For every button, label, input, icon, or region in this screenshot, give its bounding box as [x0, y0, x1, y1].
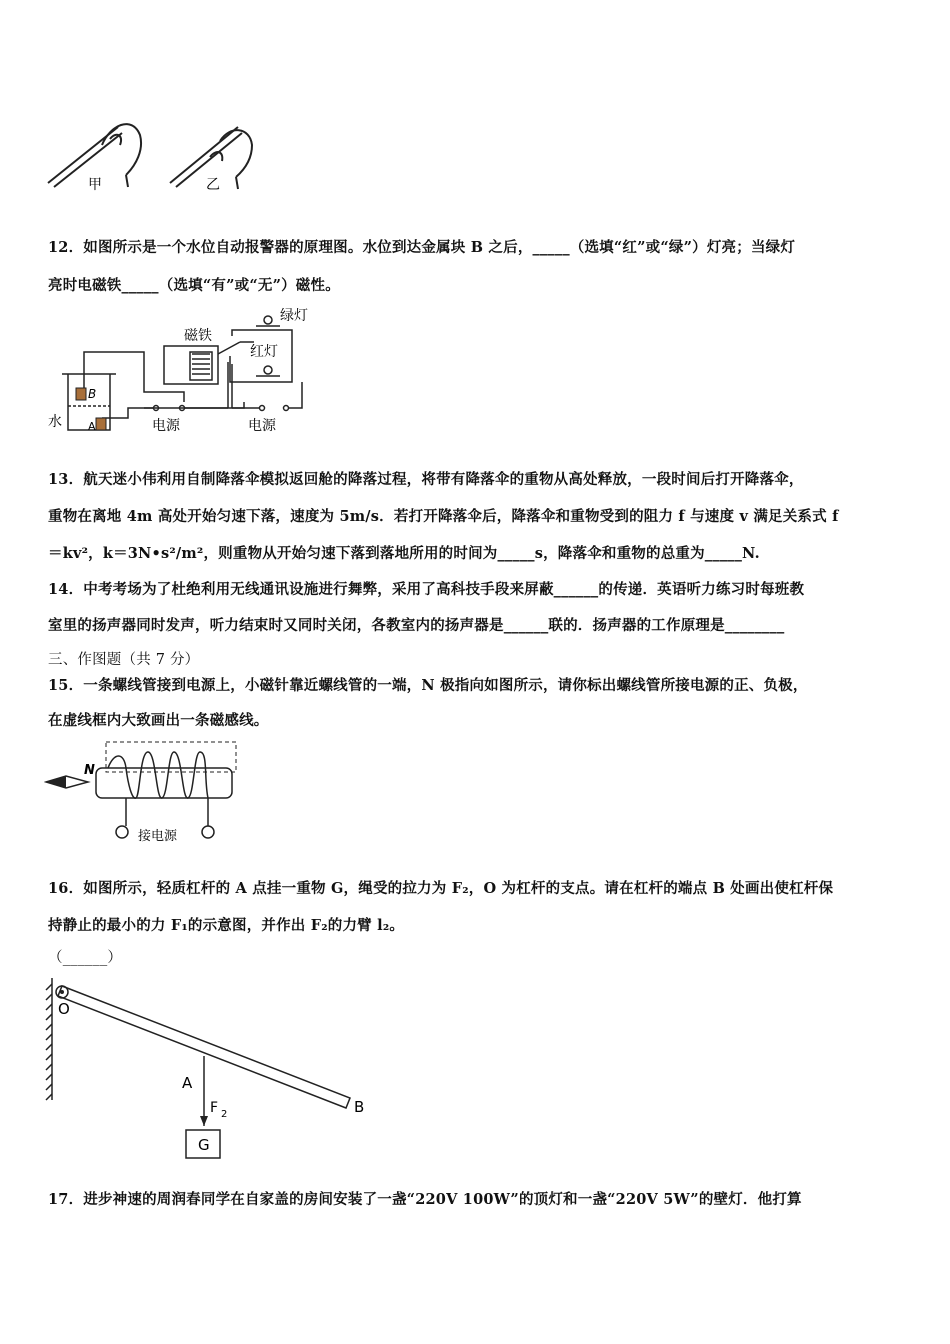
power-label: 接电源	[138, 829, 178, 844]
q12-text-line2: 亮时电磁铁_____（选填“有”或“无”）磁性。	[48, 277, 340, 294]
lever-figure	[44, 976, 384, 1166]
power1-label: 电源	[152, 418, 180, 434]
q13-text-line3: ＝kv²，k＝3N•s²/m²，则重物从开始匀速下落到落地所用的时间为_____s，降落伞和重物的总重为_____N.	[48, 545, 760, 562]
power2-label: 电源	[248, 418, 276, 434]
q16-text-line1: 16．如图所示，轻质杠杆的 A 点挂一重物 G，绳受的拉力为 F₂，O 为杠杆的支点。请在杠杆的端点 B 处画出使杠杆保	[48, 880, 834, 897]
force-f2-subscript: 2	[221, 1109, 228, 1120]
green-lamp-label: 绿灯	[280, 308, 308, 324]
section-title: 三、作图题（共 7 分）	[48, 652, 200, 668]
red-lamp-label: 红灯	[250, 344, 278, 360]
q12-text-line1: 12．如图所示是一个水位自动报警器的原理图。水位到达金属块 B 之后，_____（选填“红”或“绿”）灯亮；当绿灯	[48, 239, 796, 256]
block-b-label: B	[88, 387, 97, 401]
q13-text-line1: 13．航天迷小伟利用自制降落伞模拟返回舱的降落过程，将带有降落伞的重物从高处释放，一段时间后打开降落伞，	[48, 471, 804, 488]
water-label: 水	[48, 414, 62, 430]
q13-text-line2: 重物在离地 4m 高处开始匀速下落，速度为 5m/s．若打开降落伞后，降落伞和重物受到的阻力 f 与速度 v 满足关系式 f	[48, 508, 839, 525]
tester-figure	[40, 105, 260, 195]
q16-text-line2: 持静止的最小的力 F₁的示意图，并作出 F₂的力臂 l₂。	[48, 917, 405, 934]
q14-text-line2: 室里的扬声器同时发声，听力结束时又同时关闭，各教室内的扬声器是______联的．扬声器的工作原理是________	[48, 617, 785, 634]
point-b-label: B	[354, 1098, 365, 1116]
point-a-label: A	[182, 1074, 193, 1092]
figure-label-yi: 乙	[206, 177, 220, 193]
q14-text-line1: 14．中考考场为了杜绝利用无线通讯设施进行舞弊，采用了高科技手段来屏蔽______的传递．英语听力练习时每班教	[48, 581, 805, 598]
force-f2-label: F	[210, 1100, 219, 1116]
figure-label-jia: 甲	[88, 177, 102, 193]
q15-text-line1: 15．一条螺线管接到电源上，小磁针靠近螺线管的一端，N 极指向如图所示，请你标出螺线管所接电源的正、负极，	[48, 677, 808, 694]
water-alarm-figure	[44, 302, 324, 440]
fulcrum-o-label: O	[58, 1000, 70, 1018]
solenoid-figure	[44, 740, 244, 846]
magnet-label: 磁铁	[184, 328, 212, 344]
weight-g-label: G	[198, 1136, 210, 1154]
q17-text-line1: 17．进步神速的周润春同学在自家盖的房间安装了一盏“220V 100W”的顶灯和一盏“220V 5W”的壁灯．他打算	[48, 1191, 802, 1208]
q15-text-line2: 在虚线框内大致画出一条磁感线。	[48, 712, 269, 729]
block-a-label: A	[88, 420, 96, 433]
n-pole-label: N	[84, 763, 95, 778]
answer-blank[interactable]: （______）	[48, 950, 123, 966]
